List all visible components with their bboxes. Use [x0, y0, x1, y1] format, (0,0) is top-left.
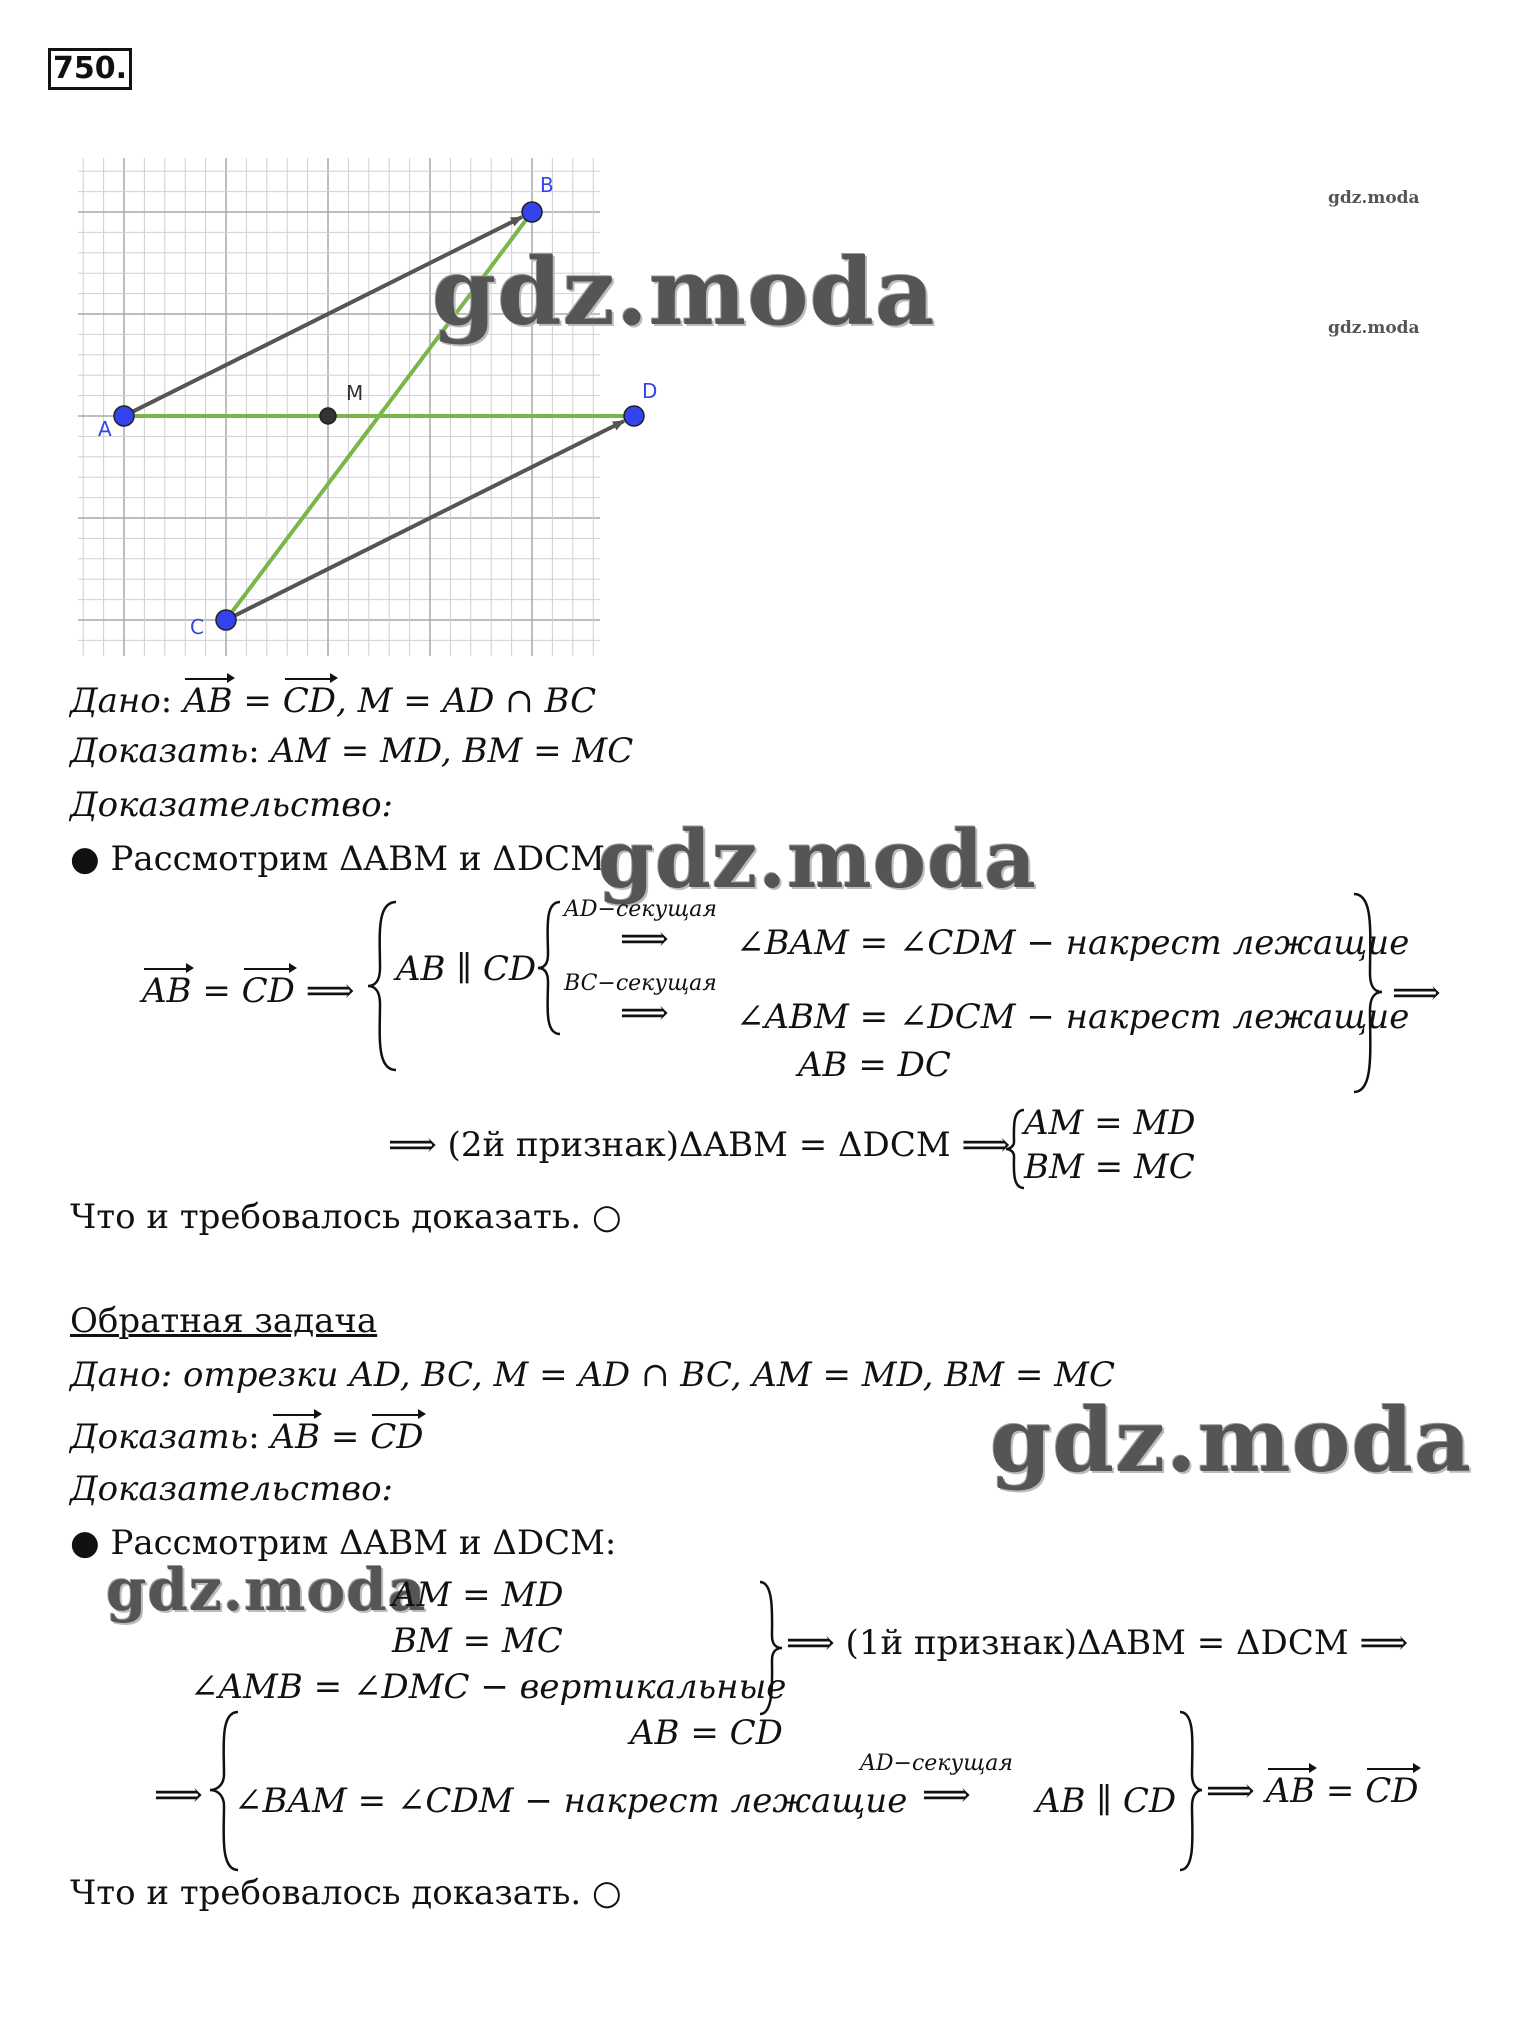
point-m	[320, 408, 336, 424]
vector-cd: CD	[1365, 1766, 1418, 1812]
implies-arrow: ⟹	[1206, 1771, 1255, 1811]
vertical-angles: ∠AMB = ∠DMC − вертикальные	[190, 1667, 787, 1707]
vector-ab: AB	[183, 676, 233, 722]
point-b	[522, 202, 542, 222]
given-line	[70, 676, 596, 722]
consider-line: ● Рассмотрим ΔABM и ΔDCM:	[70, 839, 617, 879]
colon: :	[248, 731, 260, 771]
angle-statement-2: ∠ABM = ∠DCM − накрест лежащие	[736, 997, 1410, 1037]
colon: :	[248, 1417, 260, 1457]
point-c	[216, 610, 236, 630]
implies-arrow: ⟹	[154, 1775, 203, 1815]
prove-label: Доказать	[70, 731, 249, 771]
parallel-statement-2: AB ∥ CD	[1036, 1781, 1177, 1821]
point-label-b: B	[540, 173, 554, 197]
ab-cd: AB = CD	[630, 1713, 783, 1753]
given-line-2	[70, 1354, 1115, 1396]
prove-text: AM = MD, BM = MC	[270, 731, 634, 771]
given-label: Дано	[70, 681, 161, 721]
vector-ab: AB	[271, 1412, 321, 1458]
prove-line	[70, 730, 633, 772]
point-label-d: D	[642, 379, 658, 403]
vector-cd: CD	[242, 966, 295, 1012]
result-2: BM = MC	[1024, 1147, 1195, 1187]
grid	[78, 158, 600, 656]
ad-secant-label-2: AD−секущая	[860, 1751, 1013, 1776]
vector-equality	[142, 966, 355, 1012]
implies-arrow: ⟹	[1392, 973, 1441, 1013]
inner-brace	[536, 898, 566, 1038]
final-implication	[1206, 1766, 1419, 1812]
result-1: AM = MD	[1024, 1103, 1196, 1143]
vector-ab: AB	[142, 966, 192, 1012]
angle-statement-1: ∠BAM = ∠CDM − накрест лежащие	[736, 923, 1410, 963]
point-label-m: M	[346, 381, 364, 405]
watermark-large: gdz.moda	[432, 238, 936, 346]
watermark-large: gdz.moda	[106, 1556, 427, 1624]
conclusion-line: ⟹ (2й признак)ΔABM = ΔDCM ⟹	[388, 1125, 1011, 1165]
right-brace-3	[1176, 1708, 1206, 1874]
bm-mc: BM = MC	[392, 1621, 563, 1661]
prove-line-2	[70, 1412, 424, 1458]
point-a	[114, 406, 134, 426]
equals: =	[330, 1417, 360, 1457]
given-text: : отрезки AD, BC, M = AD ∩ BC, AM = MD, BM = MC	[160, 1355, 1115, 1395]
point-label-a: A	[98, 417, 112, 441]
qed-1: Что и требовалось доказать. ○	[70, 1197, 622, 1237]
proof-label-2: Доказательство:	[70, 1469, 394, 1509]
equals: =	[202, 971, 231, 1011]
vector-cd-arrow	[226, 421, 624, 620]
equals: =	[1325, 1771, 1355, 1811]
prove-label: Доказать	[70, 1417, 249, 1457]
proof-label: Доказательство:	[70, 785, 394, 825]
watermark-small: gdz.moda	[1328, 318, 1420, 338]
implies-arrow: ⟹	[620, 993, 669, 1033]
point-label-c: C	[190, 615, 204, 639]
watermark-large: gdz.moda	[990, 1388, 1473, 1492]
right-brace-2	[756, 1578, 786, 1718]
implies-arrow: ⟹	[305, 971, 355, 1011]
implies-arrow: ⟹	[620, 919, 669, 959]
given-rest: , M = AD ∩ BC	[336, 681, 597, 721]
equals: =	[243, 681, 272, 721]
bc-secant-label: BC−секущая	[564, 971, 717, 996]
watermark-large: gdz.moda	[598, 812, 1037, 906]
vector-ab: AB	[1266, 1766, 1316, 1812]
consider-line-2: ● Рассмотрим ΔABM и ΔDCM:	[70, 1523, 617, 1563]
parallel-statement: AB ∥ CD	[396, 949, 537, 989]
colon: :	[160, 681, 173, 721]
watermark-small: gdz.moda	[1328, 188, 1420, 208]
qed-2: Что и требовалось доказать. ○	[70, 1873, 622, 1913]
inverse-title: Обратная задача	[70, 1301, 378, 1341]
implies-arrow: ⟹	[922, 1775, 971, 1815]
vector-cd: CD	[370, 1412, 423, 1458]
problem-number: 750.	[48, 48, 132, 90]
right-brace	[1350, 890, 1390, 1096]
first-sign-line: ⟹ (1й признак)ΔABM = ΔDCM ⟹	[786, 1623, 1409, 1663]
ab-dc: AB = DC	[798, 1045, 951, 1085]
vector-cd: CD	[283, 676, 336, 722]
ad-secant-label: AD−секущая	[564, 897, 717, 922]
angle-statement-3: ∠BAM = ∠CDM − накрест лежащие	[234, 1781, 908, 1821]
point-d	[624, 406, 644, 426]
geometry-figure	[70, 150, 658, 670]
am-md: AM = MD	[392, 1575, 564, 1615]
given-label: Дано	[70, 1355, 161, 1395]
